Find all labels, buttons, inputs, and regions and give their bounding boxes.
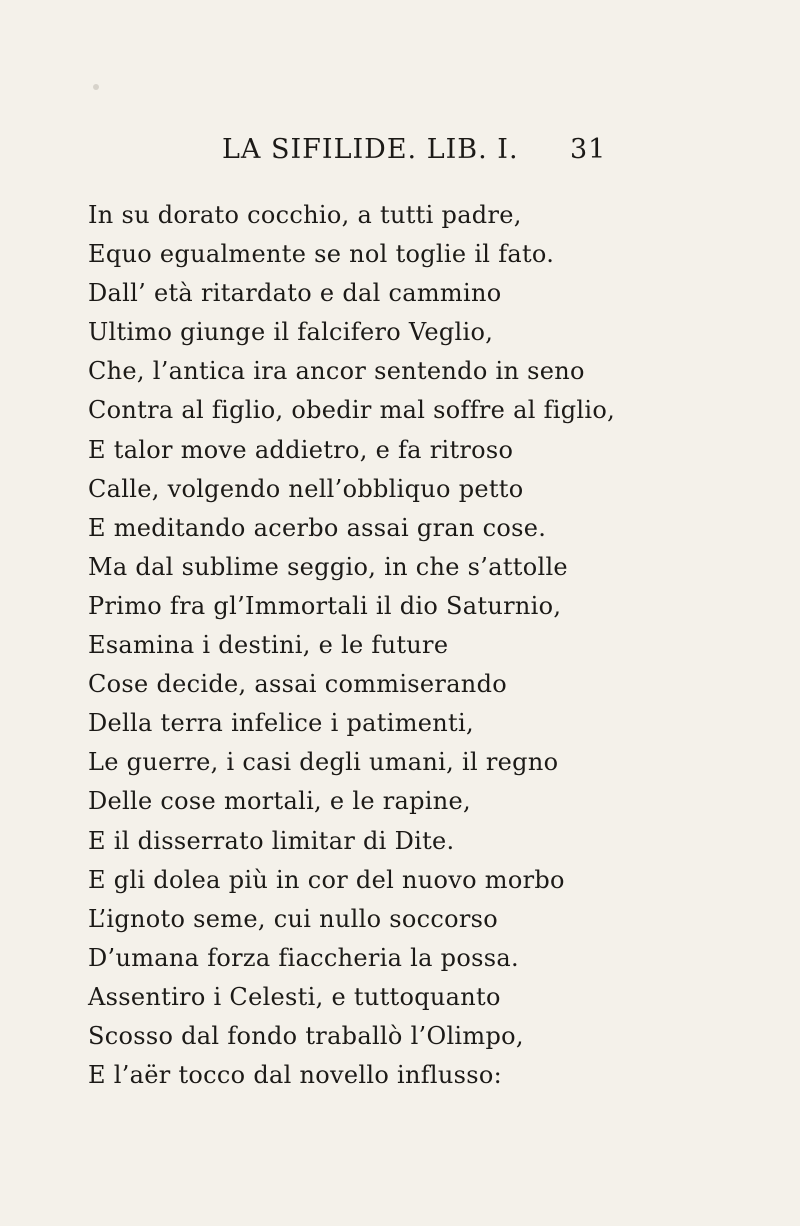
verse-line: Cose decide, assai commiserando bbox=[88, 670, 507, 699]
verse-line: L’ignoto seme, cui nullo soccorso bbox=[88, 904, 499, 933]
verse-line: E l’aër tocco dal novello influsso: bbox=[88, 1061, 503, 1090]
verse-line: Equo egualmente se nol toglie il fato. bbox=[88, 240, 555, 269]
verse-line: Ultimo giunge il falcifero Veglio, bbox=[88, 318, 494, 347]
page-number: 31 bbox=[570, 134, 607, 165]
poem-verses bbox=[88, 196, 788, 1095]
verse-line: Calle, volgendo nell’obbliquo petto bbox=[88, 474, 524, 503]
verse-line: E talor move addietro, e fa ritroso bbox=[88, 435, 514, 464]
verse-line: Contra al figlio, obedir mal soffre al figlio, bbox=[88, 396, 616, 425]
verse-line: D’umana forza fiaccheria la possa. bbox=[88, 943, 519, 972]
verse-line: Ma dal sublime seggio, in che s’attolle bbox=[88, 552, 568, 581]
paper-speck bbox=[93, 84, 99, 90]
verse-line: E meditando acerbo assai gran cose. bbox=[88, 513, 547, 542]
page-header bbox=[0, 134, 800, 174]
verse-line: Primo fra gl’Immortali il dio Saturnio, bbox=[88, 591, 562, 620]
running-title: LA SIFILIDE. LIB. I. bbox=[222, 134, 519, 165]
verse-line: Dall’ età ritardato e dal cammino bbox=[88, 279, 502, 308]
verse-line: E il disserrato limitar di Dite. bbox=[88, 826, 455, 855]
verse-line: Le guerre, i casi degli umani, il regno bbox=[88, 748, 559, 777]
verse-line: Delle cose mortali, e le rapine, bbox=[88, 787, 471, 816]
verse-line: Che, l’antica ira ancor sentendo in seno bbox=[88, 357, 585, 386]
verse-line: Esamina i destini, e le future bbox=[88, 631, 449, 660]
verse-line: E gli dolea più in cor del nuovo morbo bbox=[88, 865, 565, 894]
verse-line: In su dorato cocchio, a tutti padre, bbox=[88, 201, 522, 229]
verse-line: Scosso dal fondo traballò l’Olimpo, bbox=[88, 1021, 524, 1050]
verse-line: Assentiro i Celesti, e tuttoquanto bbox=[88, 982, 501, 1011]
verse-line: Della terra infelice i patimenti, bbox=[88, 709, 474, 738]
